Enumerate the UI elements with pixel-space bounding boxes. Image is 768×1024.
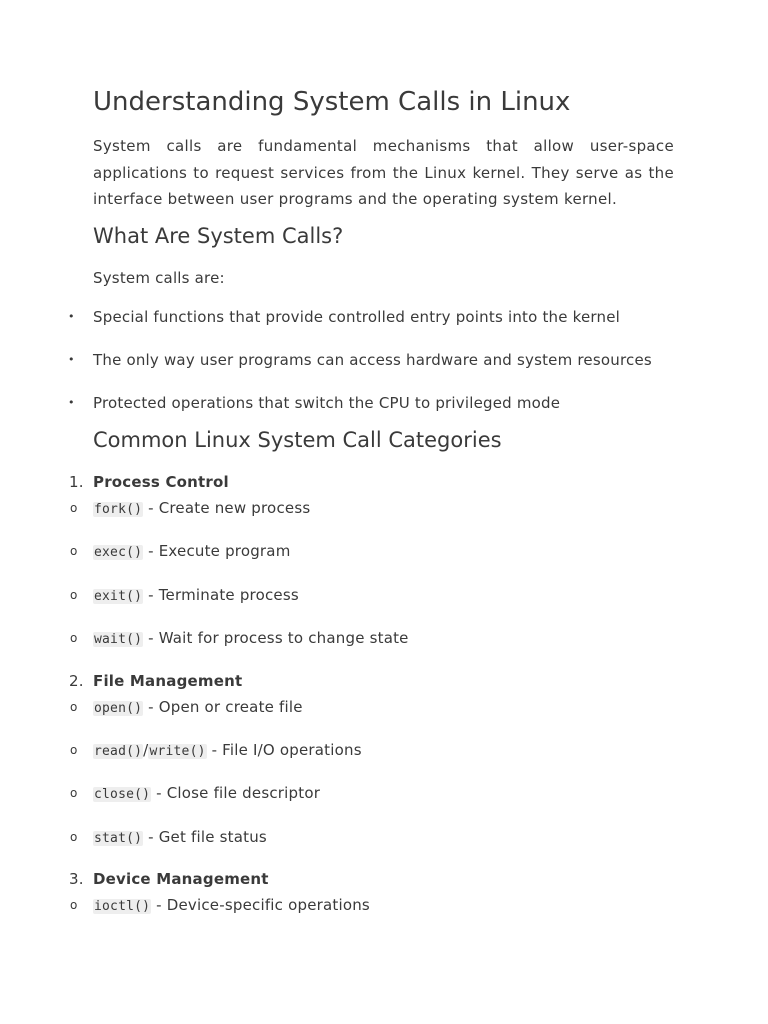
category-name: Process Control [93, 473, 229, 491]
list-number: 1. [69, 473, 84, 491]
item-description: - Device-specific operations [151, 896, 370, 914]
item-description: - Terminate process [143, 586, 299, 604]
category-name: Device Management [93, 870, 269, 888]
code-separator: / [143, 741, 149, 759]
intro-paragraph: System calls are fundamental mechanisms that allow user-space applications to request services from the Linux kernel. They serve as the interface between user programs and the operating system kernel. [93, 137, 674, 208]
bullet-marker: • [68, 353, 75, 366]
circle-marker: o [70, 501, 78, 515]
code-open: open() [94, 701, 143, 716]
bullet-marker: • [68, 310, 75, 323]
list-item [68, 350, 652, 370]
bullet-marker: • [68, 396, 75, 409]
page-title: Understanding System Calls in Linux [93, 87, 571, 117]
item-description: - Wait for process to change state [143, 629, 409, 647]
list-item-text: The only way user programs can access hardware and system resources [93, 351, 652, 369]
item-description: - Get file status [143, 828, 267, 846]
list-item [70, 697, 303, 719]
code-write: write() [149, 744, 206, 759]
list-item [70, 498, 311, 520]
list-item [70, 541, 291, 563]
list-item [70, 628, 409, 650]
list-item-text: Protected operations that switch the CPU to privileged mode [93, 394, 561, 412]
category-heading-device-management [69, 869, 269, 889]
circle-marker: o [70, 700, 78, 714]
list-item [70, 740, 362, 762]
code-stat: stat() [94, 831, 143, 846]
code-exec: exec() [94, 545, 143, 560]
circle-marker: o [70, 544, 78, 558]
item-description: - Execute program [143, 542, 291, 560]
circle-marker: o [70, 588, 78, 602]
code-fork: fork() [94, 502, 143, 517]
section-lead: System calls are: [93, 269, 225, 287]
list-item [70, 585, 299, 607]
list-number: 3. [69, 870, 84, 888]
code-read: read() [94, 744, 143, 759]
category-name: File Management [93, 672, 243, 690]
circle-marker: o [70, 830, 78, 844]
code-close: close() [94, 787, 151, 802]
list-item [68, 393, 561, 413]
list-item [70, 783, 321, 805]
item-description: - File I/O operations [206, 741, 362, 759]
circle-marker: o [70, 631, 78, 645]
section-heading-categories: Common Linux System Call Categories [93, 428, 502, 452]
circle-marker: o [70, 898, 78, 912]
circle-marker: o [70, 743, 78, 757]
code-ioctl: ioctl() [94, 899, 151, 914]
list-item-text: Special functions that provide controlled entry points into the kernel [93, 308, 621, 326]
list-item [70, 827, 267, 849]
list-item [68, 307, 621, 327]
category-heading-process-control [69, 472, 229, 492]
list-number: 2. [69, 672, 84, 690]
code-wait: wait() [94, 632, 143, 647]
category-heading-file-management [69, 671, 243, 691]
section-heading-what-are: What Are System Calls? [93, 224, 344, 248]
code-exit: exit() [94, 589, 143, 604]
circle-marker: o [70, 786, 78, 800]
list-item [70, 895, 370, 917]
item-description: - Create new process [143, 499, 311, 517]
item-description: - Close file descriptor [151, 784, 321, 802]
item-description: - Open or create file [143, 698, 303, 716]
